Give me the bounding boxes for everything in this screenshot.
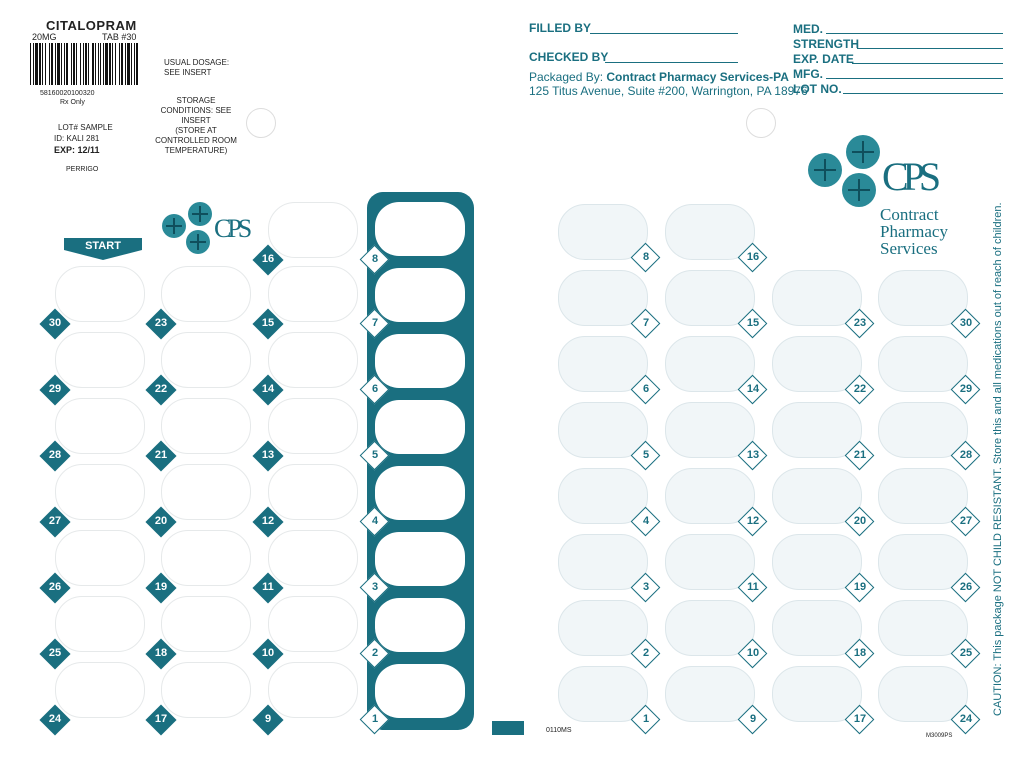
hanger-hole-left <box>246 108 276 138</box>
day-number: 17 <box>853 713 867 725</box>
tab-count: TAB #30 <box>102 32 137 42</box>
day-number: 21 <box>853 449 867 461</box>
logo-disc <box>186 230 210 254</box>
blister-cell <box>55 596 145 652</box>
blister-cell <box>268 332 358 388</box>
day-number: 18 <box>853 647 867 659</box>
packaged-by <box>529 70 789 84</box>
code-right: M3009PS <box>926 733 953 739</box>
day-number: 5 <box>642 449 650 461</box>
day-number: 2 <box>371 647 379 659</box>
packaged-prefix: Packaged By: <box>529 70 607 84</box>
usage-line-1: USUAL DOSAGE: <box>164 58 230 67</box>
day-number: 21 <box>154 449 168 461</box>
usage-line-2: SEE INSERT <box>164 68 212 77</box>
drug-name: CITALOPRAM <box>46 18 137 33</box>
start-label: START <box>85 240 121 252</box>
day-number: 24 <box>959 713 973 725</box>
storage-conditions <box>148 96 244 156</box>
frame-blister-cell <box>375 400 465 454</box>
blister-cell <box>268 464 358 520</box>
blister-cell <box>161 398 251 454</box>
logo-disc <box>842 173 876 207</box>
day-number: 5 <box>371 449 379 461</box>
day-number: 15 <box>746 317 760 329</box>
logo-disc <box>188 202 212 226</box>
filled-by-label: FILLED BY <box>529 21 591 35</box>
day-number: 16 <box>261 253 275 265</box>
packager-address: 125 Titus Avenue, Suite #200, Warrington, PA 18976 <box>529 84 808 98</box>
day-number: 12 <box>746 515 760 527</box>
blister-cell <box>161 530 251 586</box>
checked-by-line <box>605 62 738 63</box>
frame-blister-cell <box>375 466 465 520</box>
day-number: 7 <box>371 317 379 329</box>
day-number: 14 <box>746 383 760 395</box>
lot-number: LOT# SAMPLE <box>58 123 113 132</box>
blister-cell <box>161 596 251 652</box>
day-number: 19 <box>154 581 168 593</box>
day-number: 26 <box>959 581 973 593</box>
mfg-line <box>826 78 1003 79</box>
blister-cell <box>268 662 358 718</box>
logo-line-3: Services <box>880 239 938 258</box>
day-number: 11 <box>747 581 759 593</box>
day-number: 1 <box>642 713 650 725</box>
storage-line-6: TEMPERATURE) <box>164 146 228 155</box>
day-number: 28 <box>959 449 973 461</box>
drug-strength: 20MG <box>32 32 57 42</box>
day-number: 26 <box>48 581 62 593</box>
cps-logo-small <box>160 202 260 258</box>
ndc-number: 58160020100320 <box>40 90 95 97</box>
day-number: 25 <box>48 647 62 659</box>
blister-cell <box>55 530 145 586</box>
lot-no-line <box>843 93 1003 94</box>
day-number: 13 <box>261 449 275 461</box>
usual-dosage <box>164 58 229 78</box>
blister-cell <box>55 332 145 388</box>
logo-disc <box>162 214 186 238</box>
storage-line-4: (STORE AT <box>175 126 217 135</box>
registration-mark <box>492 721 524 735</box>
day-number: 3 <box>642 581 650 593</box>
blister-cell <box>268 530 358 586</box>
day-number: 8 <box>371 253 379 265</box>
day-number: 8 <box>642 251 650 263</box>
day-number: 22 <box>154 383 168 395</box>
blister-cell <box>268 266 358 322</box>
code-left: 0110MS <box>546 727 572 734</box>
day-number: 23 <box>154 317 168 329</box>
day-number: 14 <box>261 383 275 395</box>
day-number: 9 <box>264 713 272 725</box>
day-number: 4 <box>642 515 650 527</box>
day-number: 20 <box>853 515 867 527</box>
pharmacy-label <box>18 12 244 173</box>
manufacturer: PERRIGO <box>66 166 99 173</box>
blister-cell <box>268 202 358 258</box>
med-line <box>826 33 1003 34</box>
blister-cell <box>161 332 251 388</box>
day-number: 13 <box>746 449 760 461</box>
logo-initials: CPS <box>882 154 936 199</box>
day-number: 9 <box>749 713 757 725</box>
storage-line-3: INSERT <box>181 116 211 125</box>
logo-line-2: Pharmacy <box>880 222 948 241</box>
blister-cell <box>268 596 358 652</box>
day-number: 25 <box>959 647 973 659</box>
packaged-company: Contract Pharmacy Services-PA <box>606 70 789 84</box>
frame-blister-cell <box>375 664 465 718</box>
strength-line <box>857 48 1003 49</box>
day-number: 29 <box>48 383 62 395</box>
frame-blister-cell <box>375 268 465 322</box>
exp-date-line <box>852 63 1003 64</box>
day-number: 6 <box>642 383 650 395</box>
mfg-label: MFG. <box>793 67 823 81</box>
storage-line-1: STORAGE <box>176 96 216 105</box>
day-number: 3 <box>371 581 379 593</box>
day-number: 28 <box>48 449 62 461</box>
barcode <box>28 43 142 85</box>
label-id: ID: KALI 281 <box>54 134 100 143</box>
checked-by-label: CHECKED BY <box>529 50 609 64</box>
day-number: 30 <box>959 317 973 329</box>
day-number: 15 <box>261 317 275 329</box>
frame-blister-cell <box>375 598 465 652</box>
day-number: 22 <box>853 383 867 395</box>
day-number: 29 <box>959 383 973 395</box>
day-number: 16 <box>746 251 760 263</box>
blister-cell <box>55 464 145 520</box>
blister-cell <box>268 398 358 454</box>
day-number: 7 <box>642 317 650 329</box>
storage-line-5: CONTROLLED ROOM <box>155 136 237 145</box>
day-number: 27 <box>48 515 62 527</box>
day-number: 4 <box>371 515 379 527</box>
strength-label: STRENGTH <box>793 37 859 51</box>
day-number: 1 <box>371 713 379 725</box>
caution-text: CAUTION: This package NOT CHILD RESISTANT. Store this and all medications out of reach of children. <box>992 202 1004 716</box>
storage-line-2: CONDITIONS: SEE <box>160 106 232 115</box>
blister-cell <box>161 662 251 718</box>
day-number: 20 <box>154 515 168 527</box>
blister-cell <box>55 662 145 718</box>
logo-line-1: Contract <box>880 205 939 224</box>
day-number: 11 <box>262 581 274 593</box>
logo-initials: CPS <box>214 214 249 243</box>
day-number: 10 <box>746 647 760 659</box>
day-number: 24 <box>48 713 62 725</box>
day-number: 2 <box>642 647 650 659</box>
day-number: 19 <box>853 581 867 593</box>
logo-disc <box>846 135 880 169</box>
blister-cell <box>161 266 251 322</box>
med-label: MED. <box>793 22 823 36</box>
logo-text <box>880 206 948 257</box>
day-number: 23 <box>853 317 867 329</box>
frame-blister-cell <box>375 202 465 256</box>
blister-cell <box>55 266 145 322</box>
day-number: 27 <box>959 515 973 527</box>
blister-cell <box>161 464 251 520</box>
day-number: 18 <box>154 647 168 659</box>
day-number: 6 <box>371 383 379 395</box>
start-arrow <box>64 238 142 260</box>
day-number: 12 <box>261 515 275 527</box>
exp-date-label: EXP. DATE <box>793 52 854 66</box>
logo-disc <box>808 153 842 187</box>
hanger-hole-right <box>746 108 776 138</box>
frame-blister-cell <box>375 334 465 388</box>
frame-blister-cell <box>375 532 465 586</box>
day-number: 17 <box>154 713 168 725</box>
lot-no-label: LOT NO. <box>793 82 842 96</box>
expiration: EXP: 12/11 <box>54 145 100 155</box>
filled-by-line <box>590 33 738 34</box>
cps-logo-large <box>806 135 986 265</box>
blister-cell <box>55 398 145 454</box>
rx-only: Rx Only <box>60 99 85 106</box>
day-number: 10 <box>261 647 275 659</box>
day-number: 30 <box>48 317 62 329</box>
